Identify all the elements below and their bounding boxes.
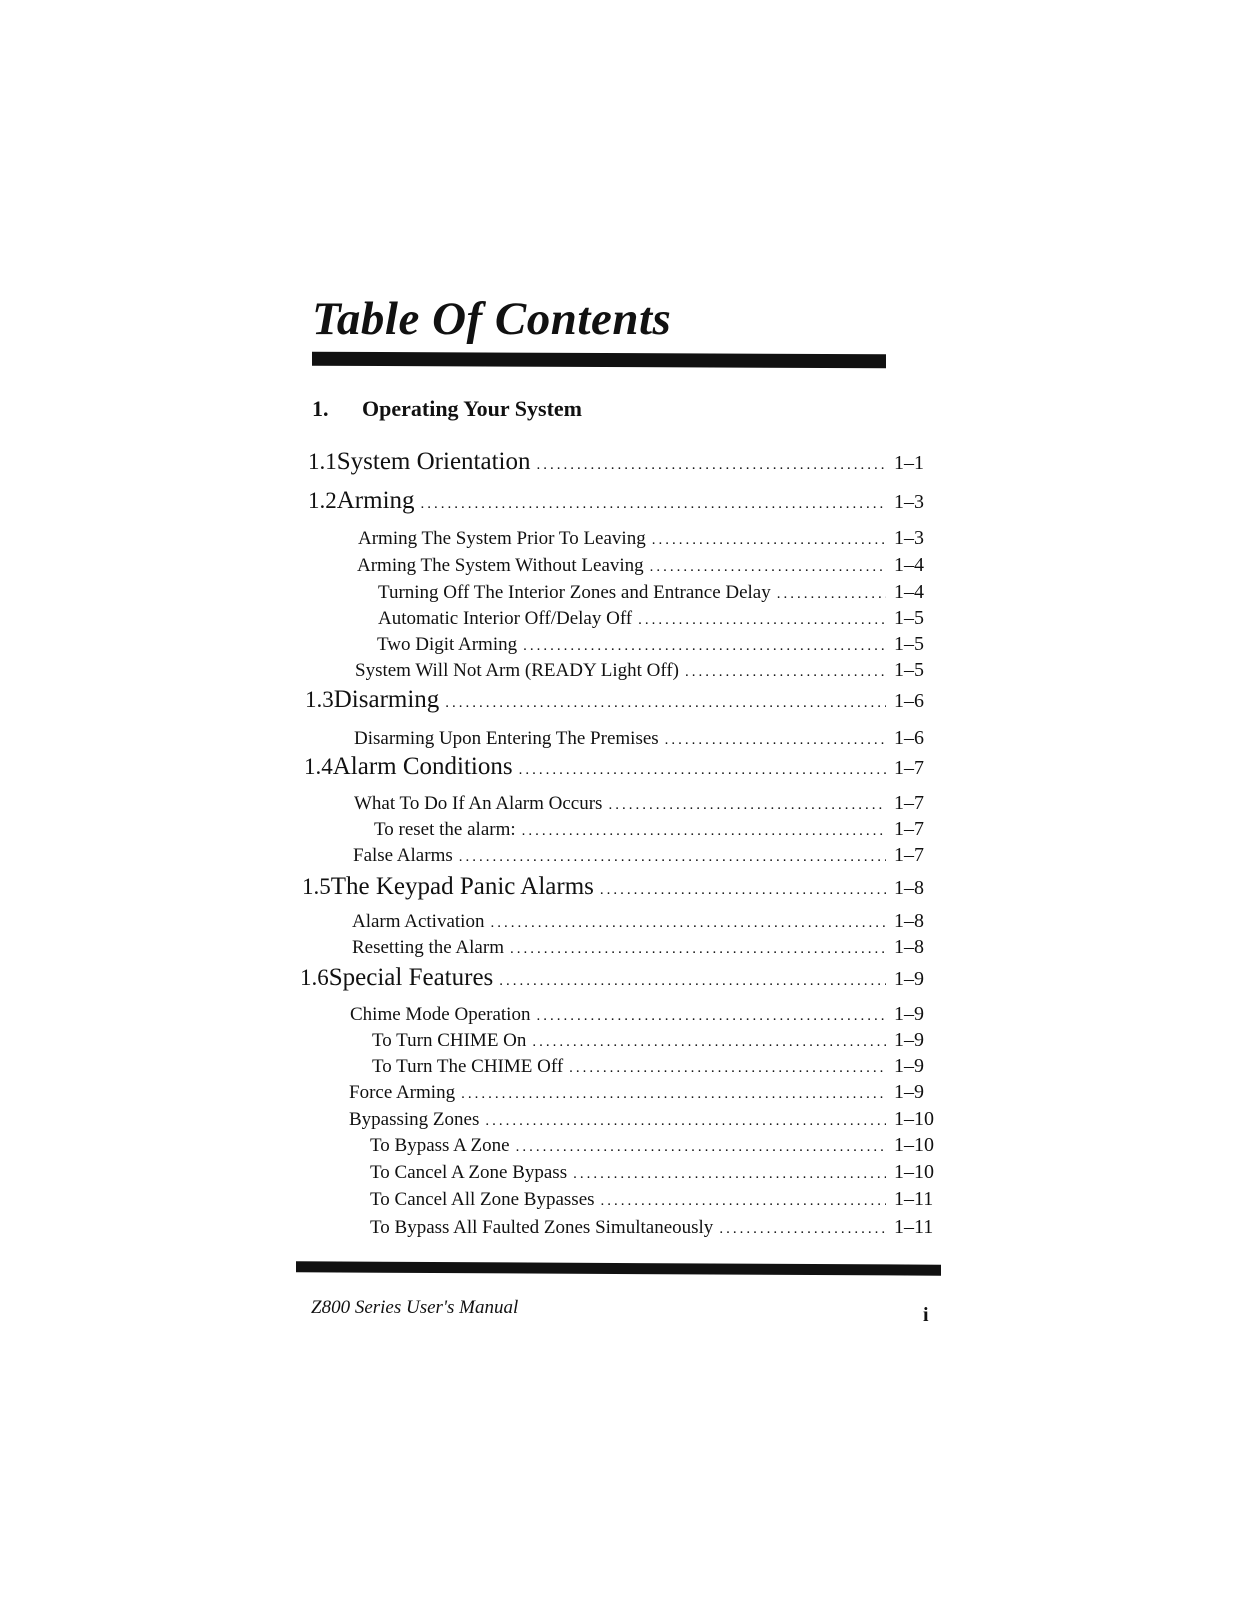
toc-entry-page: 1–7 <box>894 792 924 814</box>
dot-leader <box>638 612 886 629</box>
toc-entry-page: 1–3 <box>894 527 924 549</box>
toc-entry-page: 1–5 <box>894 659 924 681</box>
toc-entry <box>354 792 938 815</box>
dot-leader <box>516 1139 886 1156</box>
toc-entry-label: System Orientation <box>336 448 531 475</box>
toc-entry <box>372 1055 938 1078</box>
toc-entry-number: 1.3 <box>305 687 334 712</box>
toc-entry-label: Arming The System Prior To Leaving <box>358 528 646 549</box>
footer-page-number: i <box>923 1304 929 1326</box>
toc-entry-page: 1–3 <box>894 491 924 513</box>
dot-leader <box>650 559 886 576</box>
title-rule <box>312 352 886 369</box>
toc-entry-label: To Bypass All Faulted Zones Simultaneously <box>370 1217 714 1238</box>
page-title: Table Of Contents <box>312 293 672 345</box>
toc-entry <box>304 753 938 781</box>
dot-leader <box>445 695 886 712</box>
toc-entry-label: Bypassing Zones <box>349 1109 480 1130</box>
dot-leader <box>719 1221 886 1238</box>
toc-entry <box>377 633 938 656</box>
toc-entry-label: Two Digit Arming <box>377 634 518 655</box>
toc-entry-label: False Alarms <box>353 845 453 866</box>
toc-entry <box>374 818 938 841</box>
toc-entry-number: 1.2 <box>308 488 337 513</box>
dot-leader <box>600 882 886 899</box>
toc-entry-page: 1–8 <box>894 877 924 899</box>
dot-leader <box>523 638 886 655</box>
dot-leader <box>490 915 886 932</box>
footer-title: Z800 Series User's Manual <box>311 1297 519 1318</box>
toc-entry-label: What To Do If An Alarm Occurs <box>354 793 603 814</box>
footer-rule <box>296 1261 941 1275</box>
toc-entry-page: 1–4 <box>894 581 924 603</box>
toc-entry <box>378 581 938 604</box>
toc-entry-label: Force Arming <box>349 1082 456 1103</box>
toc-entry-label: Turning Off The Interior Zones and Entrance Delay <box>378 582 771 603</box>
dot-leader <box>536 457 886 474</box>
toc-entry <box>378 607 938 630</box>
chapter-title: Operating Your System <box>362 396 582 421</box>
toc-entry <box>352 910 938 933</box>
toc-entry-page: 1–9 <box>894 1029 924 1051</box>
toc-entry-label: Arming The System Without Leaving <box>357 555 644 576</box>
toc-entry <box>370 1216 938 1239</box>
toc-entry <box>352 936 938 959</box>
toc-entry-label: Resetting the Alarm <box>352 937 504 958</box>
toc-entry-page: 1–6 <box>894 727 924 749</box>
toc-entry-page: 1–11 <box>894 1216 934 1238</box>
toc-entry-number: 1.1 <box>308 449 337 474</box>
toc-entry <box>353 844 938 867</box>
toc-entry-label: To reset the alarm: <box>374 819 516 840</box>
toc-entry-page: 1–10 <box>894 1108 934 1130</box>
dot-leader <box>461 1086 886 1103</box>
dot-leader <box>536 1008 886 1025</box>
toc-entry <box>358 527 938 550</box>
toc-entry-page: 1–9 <box>894 1081 924 1103</box>
toc-entry-label: To Turn The CHIME Off <box>372 1056 564 1077</box>
toc-entry-number: 1.5 <box>302 874 331 899</box>
toc-entry-label: To Cancel All Zone Bypasses <box>370 1189 595 1210</box>
dot-leader <box>685 664 886 681</box>
toc-entry <box>370 1161 938 1184</box>
dot-leader <box>569 1060 886 1077</box>
toc-entry <box>300 964 938 992</box>
toc-entry-label: Arming <box>336 487 415 514</box>
toc-entry-label: To Turn CHIME On <box>372 1030 527 1051</box>
toc-entry <box>372 1029 938 1052</box>
dot-leader <box>608 797 886 814</box>
toc-entry-label: To Cancel A Zone Bypass <box>370 1162 568 1183</box>
toc-entry-page: 1–9 <box>894 1055 924 1077</box>
dot-leader <box>777 586 886 603</box>
toc-entry-number: 1.4 <box>304 754 333 779</box>
toc-entry-page: 1–7 <box>894 818 924 840</box>
toc-entry-page: 1–9 <box>894 968 924 990</box>
dot-leader <box>485 1113 886 1130</box>
dot-leader <box>532 1034 886 1051</box>
toc-entry-label: Disarming <box>333 686 440 713</box>
toc-entry-label: Disarming Upon Entering The Premises <box>354 728 659 749</box>
toc-entry-label: Special Features <box>328 964 494 991</box>
toc-entry <box>350 1003 938 1026</box>
toc-entry-page: 1–1 <box>894 452 924 474</box>
toc-entry <box>349 1081 938 1104</box>
toc-entry-label: The Keypad Panic Alarms <box>330 873 594 900</box>
toc-entry <box>354 727 938 750</box>
toc-entry <box>370 1134 938 1157</box>
toc-entry <box>349 1108 938 1131</box>
toc-entry-page: 1–7 <box>894 757 924 779</box>
dot-leader <box>601 1193 886 1210</box>
dot-leader <box>459 849 886 866</box>
toc-entry <box>305 686 938 714</box>
toc-entry <box>355 659 938 682</box>
toc-entry-page: 1–11 <box>894 1188 934 1210</box>
toc-entry-page: 1–8 <box>894 910 924 932</box>
toc-entry-label: Automatic Interior Off/Delay Off <box>378 608 633 629</box>
toc-entry <box>308 487 938 515</box>
dot-leader <box>510 941 886 958</box>
toc-entry-page: 1–5 <box>894 633 924 655</box>
toc-entry-page: 1–7 <box>894 844 924 866</box>
dot-leader <box>421 496 886 513</box>
toc-entry-page: 1–9 <box>894 1003 924 1025</box>
toc-entry <box>308 448 938 476</box>
toc-entry-label: To Bypass A Zone <box>370 1135 510 1156</box>
toc-entry <box>302 873 938 901</box>
toc-entry-page: 1–10 <box>894 1134 934 1156</box>
toc-entry <box>357 554 938 577</box>
toc-entry-number: 1.6 <box>300 965 329 990</box>
dot-leader <box>499 973 886 990</box>
toc-entry-page: 1–5 <box>894 607 924 629</box>
dot-leader <box>573 1166 886 1183</box>
toc-entry-label: Alarm Conditions <box>332 753 513 780</box>
toc-entry-page: 1–8 <box>894 936 924 958</box>
toc-entry-page: 1–10 <box>894 1161 934 1183</box>
toc-entry-page: 1–4 <box>894 554 924 576</box>
toc-entry <box>370 1188 938 1211</box>
dot-leader <box>522 823 886 840</box>
toc-entry-label: System Will Not Arm (READY Light Off) <box>355 660 679 681</box>
dot-leader <box>652 532 886 549</box>
toc-entry-label: Chime Mode Operation <box>350 1004 531 1025</box>
toc-entry-page: 1–6 <box>894 690 924 712</box>
toc-entry-label: Alarm Activation <box>352 911 485 932</box>
dot-leader <box>665 732 886 749</box>
chapter-number: 1. <box>312 396 329 421</box>
dot-leader <box>519 762 886 779</box>
chapter-heading <box>312 396 582 422</box>
